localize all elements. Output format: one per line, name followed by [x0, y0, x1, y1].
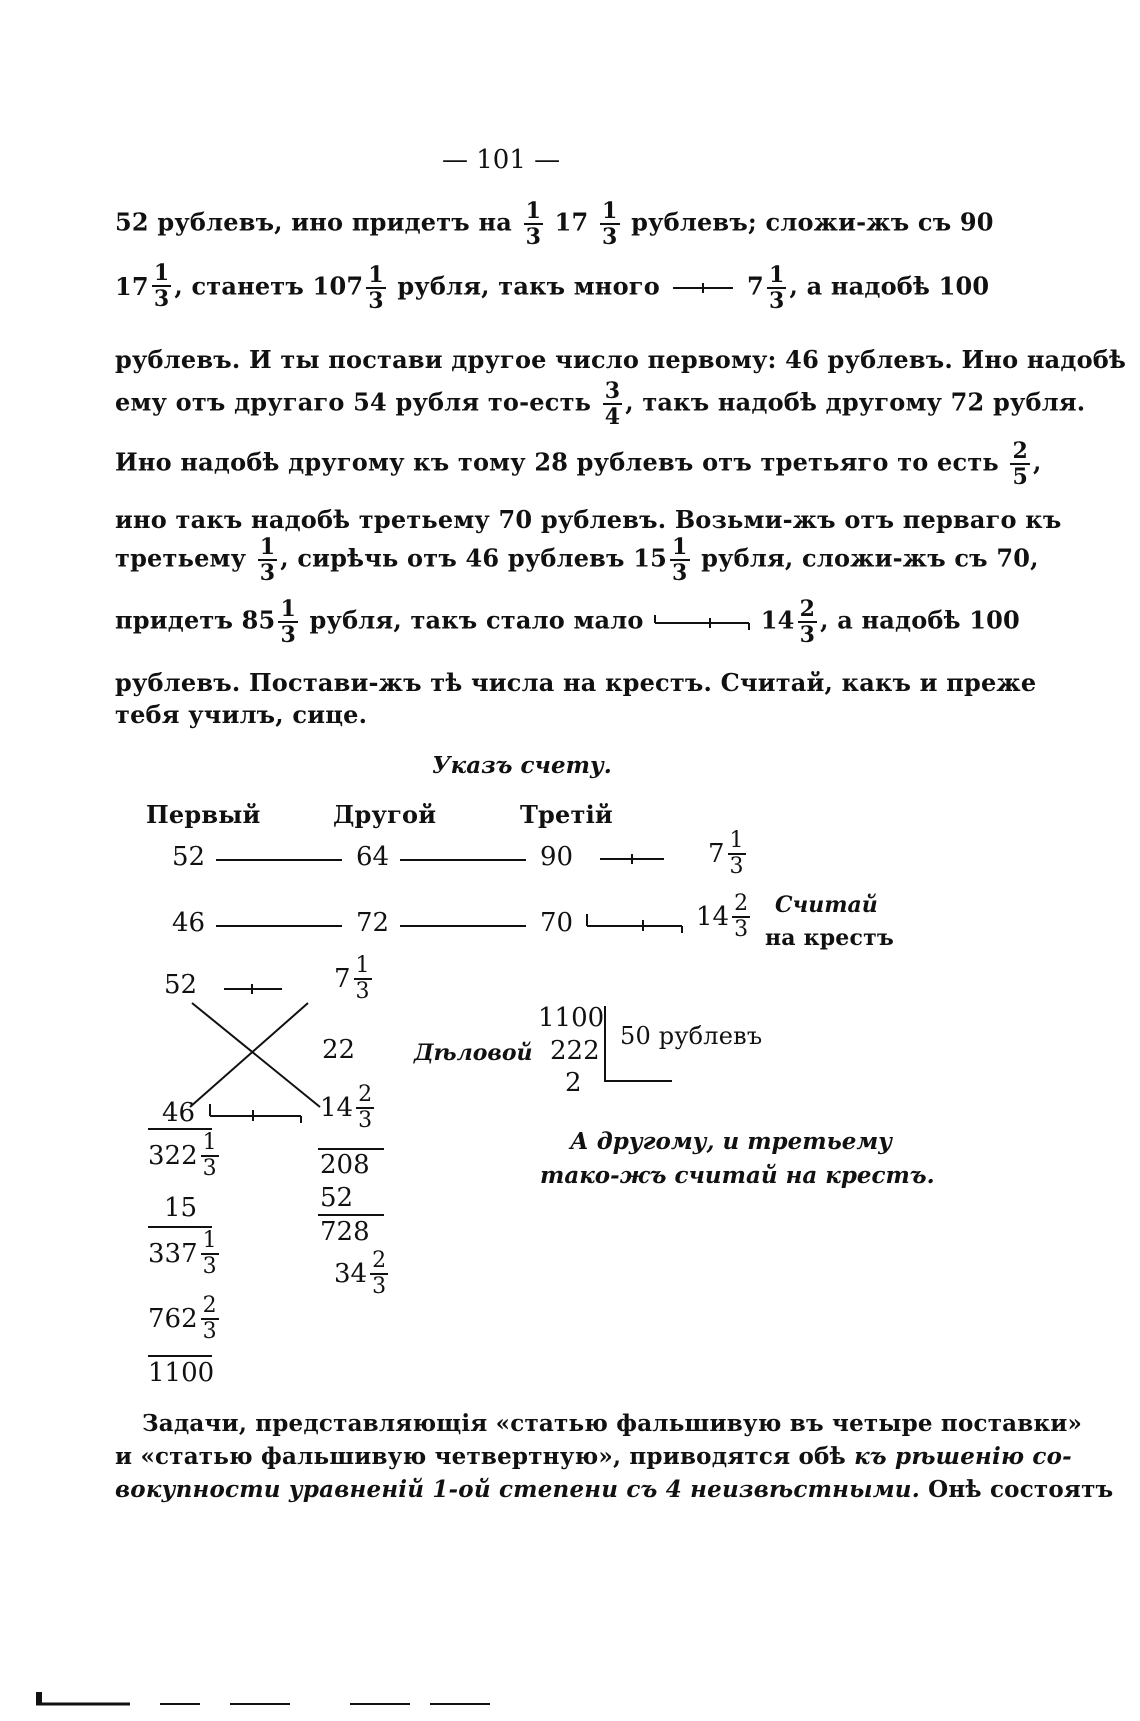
row1-second: 64: [356, 842, 390, 872]
connector-line: [400, 925, 526, 927]
division-value-a: 1100: [538, 1003, 605, 1033]
para2-line-3: вокупности уравненій 1-ой степени съ 4 неизвѣстными. Онѣ состоятъ: [115, 1476, 1114, 1503]
row1-first: 52: [172, 842, 206, 872]
bracket-mark-icon: [585, 912, 685, 934]
cross-lines: [180, 995, 330, 1115]
division-label: Дѣловой: [414, 1040, 533, 1066]
fraction: $\frac{1}{3}$: [602, 198, 618, 250]
side-note-line2: на крестъ: [765, 925, 894, 951]
scan-artifact: [30, 1690, 510, 1710]
side-note-line1: Считай: [775, 892, 878, 918]
plus-mark-icon: [222, 982, 284, 996]
left-value-4: 762 $\frac{2}{3}$: [148, 1293, 217, 1344]
division-value-b: 222: [550, 1036, 600, 1066]
plus-mark-icon: [598, 852, 666, 866]
para2-line-2: и «статью фальшивую четвертную», приводятся обѣ къ рѣшенію со-: [115, 1443, 1072, 1470]
text-line-7: третьему $\frac{1}{3}$ , сирѣчь отъ 46 рублевъ 15 $\frac{1}{3}$ рубля, сложи-жъ съ 70,: [115, 534, 1039, 586]
left-value-3: 337 $\frac{1}{3}$: [148, 1228, 217, 1279]
text-line-8: придетъ 85 $\frac{1}{3}$ рубля, такъ стало мало 14 $\frac{2}{3}$ , а надобѣ 100: [115, 596, 1020, 648]
division-value-c: 2: [565, 1068, 582, 1098]
sum-line: [318, 1214, 384, 1216]
arrow-mark-icon: [668, 281, 738, 295]
section-heading: Указъ счету.: [432, 752, 612, 779]
text-line-6: ино такъ надобѣ третьему 70 рублевъ. Возьми-жъ отъ перваго къ: [115, 505, 1062, 534]
row2-first: 46: [172, 908, 206, 938]
division-underline: [604, 1080, 672, 1082]
row1-third: 90: [540, 842, 574, 872]
column-header-first: Первый: [146, 800, 261, 829]
division-bar: [604, 1006, 606, 1080]
row2-second: 72: [356, 908, 390, 938]
cross-top-right: 7 $\frac{1}{3}$: [334, 953, 370, 1004]
right-value-1: 208: [320, 1150, 370, 1180]
cross-bottom-right: 14 $\frac{2}{3}$: [320, 1082, 373, 1133]
para2-line-1: Задачи, представляющія «статью фальшивую въ четыре поставки»: [142, 1410, 1083, 1437]
left-value-5: 1100: [148, 1358, 215, 1388]
page-number: — 101 —: [442, 145, 561, 175]
column-header-third: Третій: [520, 800, 613, 829]
cross-middle: 22: [322, 1035, 356, 1065]
division-result: 50 рублевъ: [620, 1022, 763, 1050]
connector-line: [216, 925, 342, 927]
text-line-4: ему отъ другаго 54 рубля то-есть $\frac{3}{4}$ , такъ надобѣ другому 72 рубля.: [115, 378, 1086, 430]
left-value-2: 15: [164, 1193, 198, 1223]
note-line-1: А другому, и третьему: [570, 1128, 893, 1155]
right-value-2: 52: [320, 1183, 354, 1213]
connector-line: [216, 859, 342, 861]
fraction: $\frac{1}{3}$: [525, 198, 542, 250]
note-line-2: тако-жъ считай на крестъ.: [540, 1162, 935, 1189]
sum-line: [148, 1355, 212, 1357]
left-value-1: 322 $\frac{1}{3}$: [148, 1130, 217, 1181]
text-line-1: 52 рублевъ, ино придетъ на $\frac{1}{3}$ 17 $\frac{1}{3}$ рублевъ; сложи-жъ съ 90: [115, 198, 994, 250]
text-line-9: рублевъ. Постави-жъ тѣ числа на крестъ. Считай, какъ и преже: [115, 668, 1037, 697]
column-header-second: Другой: [333, 800, 437, 829]
row2-result: 14 $\frac{2}{3}$: [696, 891, 749, 942]
text-line-3: рублевъ. И ты постави другое число первому: 46 рублевъ. Ино надобѣ: [115, 345, 1127, 374]
right-value-3: 728: [320, 1217, 370, 1247]
text-line-5: Ино надобѣ другому къ тому 28 рублевъ отъ третьяго то есть $\frac{2}{5}$ ,: [115, 438, 1042, 490]
cross-top-left: 52: [164, 970, 198, 1000]
right-value-4: 34 $\frac{2}{3}$: [334, 1248, 387, 1299]
bracket-mark-icon: [652, 613, 752, 631]
row1-result: 7 $\frac{1}{3}$: [708, 828, 744, 879]
text-line-2: 17 $\frac{1}{3}$ , станетъ 107 $\frac{1}{3}$ рубля, такъ много 7 $\frac{1}{3}$ , а надобѣ 100: [115, 260, 990, 314]
bracket-mark-icon: [208, 1102, 304, 1124]
row2-third: 70: [540, 908, 574, 938]
connector-line: [400, 859, 526, 861]
cross-bottom-left: 46: [162, 1098, 196, 1128]
text-line-10: тебя училъ, сице.: [115, 700, 368, 729]
